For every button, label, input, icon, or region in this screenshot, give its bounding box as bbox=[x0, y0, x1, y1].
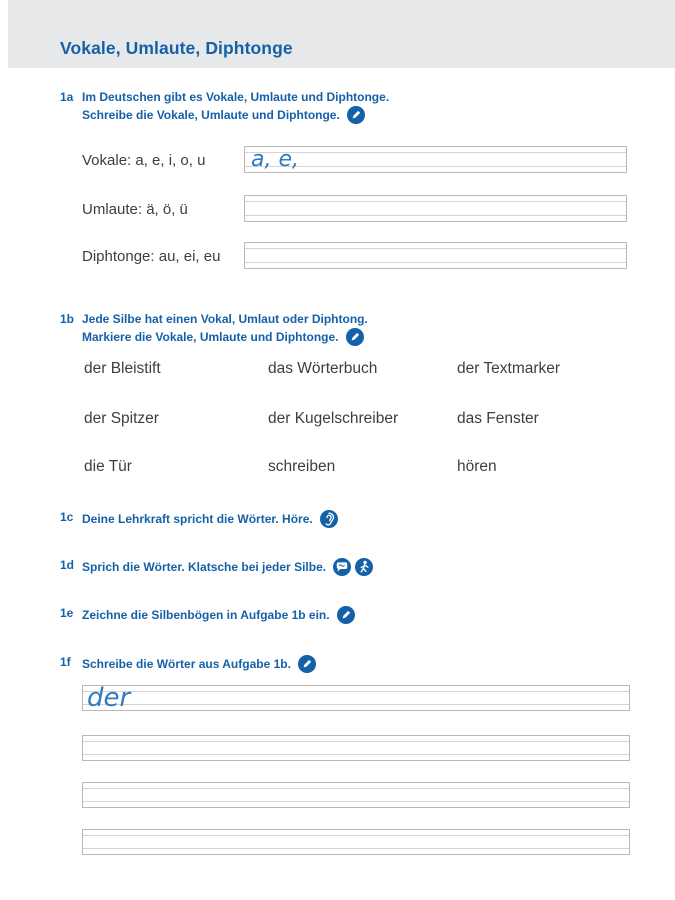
word-item: die Tür bbox=[84, 458, 132, 475]
word-grid-row bbox=[0, 458, 675, 478]
word-item: der Textmarker bbox=[457, 360, 561, 377]
pencil-icon bbox=[298, 655, 316, 673]
speech-bubble-icon bbox=[333, 558, 351, 576]
task-instruction-line1: Sprich die Wörter. Klatsche bei jeder Silbe. bbox=[82, 560, 327, 574]
ruled-line bbox=[83, 704, 629, 705]
ruled-line bbox=[245, 215, 626, 216]
ruled-line bbox=[245, 248, 626, 249]
task-instruction-line2: Markiere die Vokale, Umlaute und Diphtonge. bbox=[82, 329, 339, 344]
word-grid-row bbox=[0, 410, 675, 430]
writing-line-diphtonge[interactable] bbox=[244, 242, 627, 269]
task-instruction bbox=[82, 312, 368, 346]
writing-line-1[interactable] bbox=[82, 685, 630, 711]
word-grid-row bbox=[0, 360, 675, 380]
writing-line-2[interactable] bbox=[82, 735, 630, 761]
ear-icon bbox=[320, 510, 338, 528]
word-item: hören bbox=[457, 458, 497, 475]
task-instruction-line2: Schreibe die Vokale, Umlaute und Diphtonge. bbox=[82, 107, 340, 122]
task-instruction-line1: Zeichne die Silbenbögen in Aufgabe 1b ein. bbox=[82, 608, 330, 622]
task-number: 1c bbox=[60, 510, 74, 524]
task-instruction-line1: Im Deutschen gibt es Vokale, Umlaute und Diphtonge. bbox=[82, 90, 390, 104]
word-item: schreiben bbox=[268, 458, 336, 475]
ruled-line bbox=[83, 801, 629, 802]
ruled-line bbox=[83, 691, 629, 692]
task-instruction bbox=[82, 606, 355, 624]
ruled-line bbox=[83, 835, 629, 836]
task-number: 1d bbox=[60, 558, 75, 572]
task-number: 1a bbox=[60, 90, 74, 104]
handwritten-answer: a, e, bbox=[251, 147, 299, 172]
task-instruction-line1: Deine Lehrkraft spricht die Wörter. Höre. bbox=[82, 512, 313, 526]
task-number: 1e bbox=[60, 606, 74, 620]
writing-line-umlaute[interactable] bbox=[244, 195, 627, 222]
task-instruction bbox=[82, 90, 389, 124]
ruled-line bbox=[83, 741, 629, 742]
ruled-line bbox=[83, 788, 629, 789]
task-instruction bbox=[82, 558, 373, 576]
fill-label-vokale: Vokale: a, e, i, o, u bbox=[82, 152, 206, 169]
ruled-line bbox=[245, 201, 626, 202]
word-item: der Bleistift bbox=[84, 360, 161, 377]
ruled-line bbox=[245, 166, 626, 167]
task-instruction bbox=[82, 655, 316, 673]
fill-label-umlaute: Umlaute: ä, ö, ü bbox=[82, 201, 188, 218]
pencil-icon bbox=[337, 606, 355, 624]
task-instruction bbox=[82, 510, 338, 528]
clapping-person-icon bbox=[355, 558, 373, 576]
task-instruction-line1: Schreibe die Wörter aus Aufgabe 1b. bbox=[82, 657, 291, 671]
ruled-line bbox=[83, 848, 629, 849]
pencil-icon bbox=[347, 106, 365, 124]
writing-line-3[interactable] bbox=[82, 782, 630, 808]
ruled-line bbox=[245, 262, 626, 263]
word-item: das Fenster bbox=[457, 410, 539, 427]
ruled-line bbox=[83, 754, 629, 755]
fill-label-diphtonge: Diphtonge: au, ei, eu bbox=[82, 248, 221, 265]
writing-line-vokale[interactable] bbox=[244, 146, 627, 173]
handwritten-answer: der bbox=[87, 683, 131, 713]
task-instruction-line1: Jede Silbe hat einen Vokal, Umlaut oder Diphtong. bbox=[82, 312, 368, 326]
word-item: der Spitzer bbox=[84, 410, 159, 427]
word-item: das Wörterbuch bbox=[268, 360, 378, 377]
pencil-icon bbox=[346, 328, 364, 346]
ruled-line bbox=[245, 152, 626, 153]
task-number: 1b bbox=[60, 312, 75, 326]
task-number: 1f bbox=[60, 655, 71, 669]
writing-line-4[interactable] bbox=[82, 829, 630, 855]
word-item: der Kugelschreiber bbox=[268, 410, 399, 427]
page-title: Vokale, Umlaute, Diphtonge bbox=[60, 38, 293, 58]
